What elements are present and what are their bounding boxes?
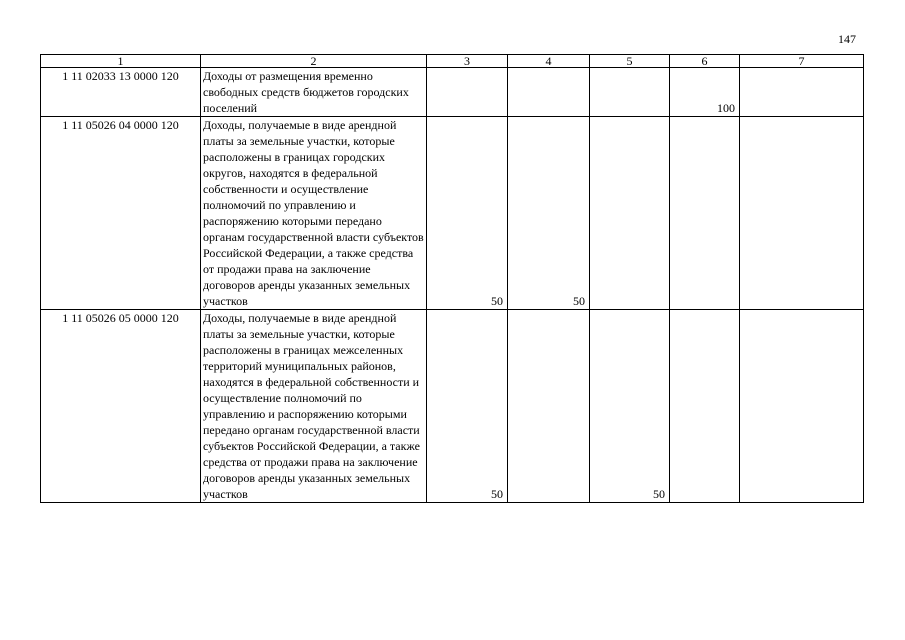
revenue-code-cell: 1 11 05026 04 0000 120 xyxy=(41,117,201,310)
column-header: 5 xyxy=(590,55,670,68)
table-row xyxy=(41,117,864,310)
column-header: 2 xyxy=(201,55,427,68)
column-header: 3 xyxy=(427,55,508,68)
value-cell: 50 xyxy=(427,310,508,503)
revenue-code-cell: 1 11 05026 05 0000 120 xyxy=(41,310,201,503)
page-number: 147 xyxy=(838,32,856,46)
column-header: 1 xyxy=(41,55,201,68)
value-cell xyxy=(670,310,740,503)
budget-revenue-table xyxy=(40,54,864,503)
value-cell xyxy=(590,117,670,310)
column-header: 7 xyxy=(740,55,864,68)
value-cell xyxy=(590,68,670,117)
revenue-code-cell: 1 11 02033 13 0000 120 xyxy=(41,68,201,117)
value-cell xyxy=(740,117,864,310)
revenue-description-cell: Доходы, получаемые в виде арендной платы за земельные участки, которые расположены в границах городских округов, находятся в федеральной собственности и осуществление полномочий по управлению и распоряжению которыми передано органам государственной власти субъектов Российской Федерации, а также средства от продажи права на заключение договоров аренды указанных земельных участков xyxy=(201,117,427,310)
revenue-description-cell: Доходы от размещения временно свободных средств бюджетов городских поселений xyxy=(201,68,427,117)
value-cell xyxy=(740,310,864,503)
value-cell: 100 xyxy=(670,68,740,117)
value-cell xyxy=(508,310,590,503)
column-header: 4 xyxy=(508,55,590,68)
table-header-row xyxy=(41,55,864,68)
value-cell xyxy=(670,117,740,310)
column-header: 6 xyxy=(670,55,740,68)
table-row xyxy=(41,310,864,503)
value-cell: 50 xyxy=(427,117,508,310)
table-row xyxy=(41,68,864,117)
value-cell xyxy=(740,68,864,117)
value-cell: 50 xyxy=(590,310,670,503)
value-cell: 50 xyxy=(508,117,590,310)
revenue-description-cell: Доходы, получаемые в виде арендной платы за земельные участки, которые расположены в границах межселенных территорий муниципальных районов, находятся в федеральной собственности и осуществление полномочий по управлению и распоряжению которыми передано органам государственной власти субъектов Российской Федерации, а также средства от продажи права на заключение договоров аренды указанных земельных участков xyxy=(201,310,427,503)
value-cell xyxy=(508,68,590,117)
value-cell xyxy=(427,68,508,117)
